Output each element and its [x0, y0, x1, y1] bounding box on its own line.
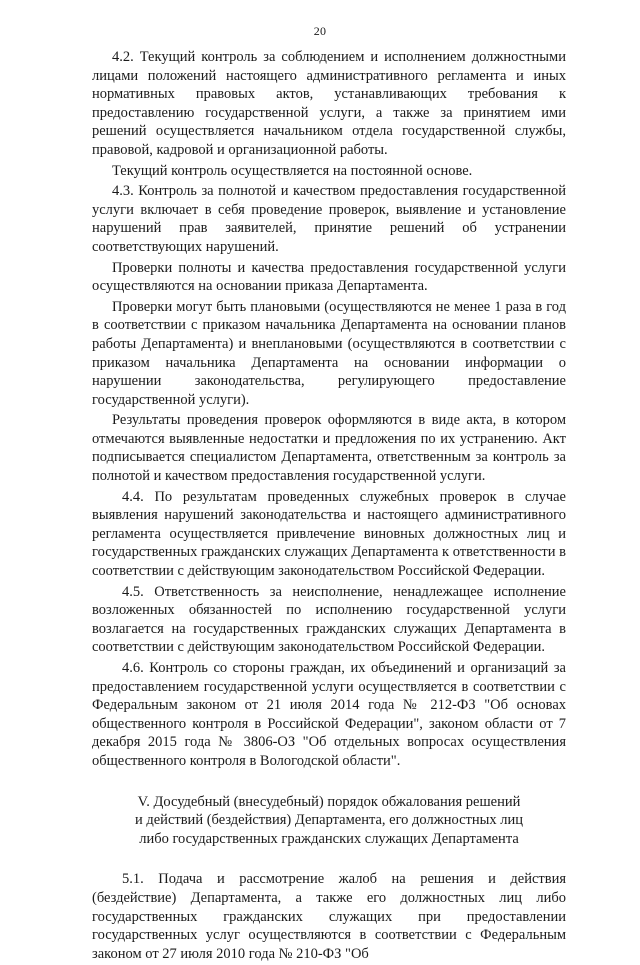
paragraph-4-5: 4.5. Ответственность за неисполнение, ненадлежащее исполнение возложенных обязанностей по исполнению государственной услуги возлагается на государственных гражданских служащих Департамента в соответствии с действующим законодательством Российской Федерации. [92, 583, 566, 656]
section-heading [92, 793, 566, 849]
section-heading-line-2: и действий (бездействия) Департамента, его должностных лиц [134, 812, 524, 829]
paragraph-4-2: 4.2. Текущий контроль за соблюдением и исполнением должностными лицами положений настоящего административного регламента и иных нормативных правовых актов, устанавливающих требования к предоставлению государственной услуги, а также за принятием ими решений осуществляется начальником отдела государственной службы, правовой, кадровой и организационной работы. [92, 49, 566, 158]
section-heading-line-1: V. Досудебный (внесудебный) порядок обжалования решений [137, 793, 521, 810]
paragraph-4-4: 4.4. По результатам проведенных служебных проверок в случае выявления нарушений законодательства и настоящего административного регламента осуществляется привлечение виновных должностных лиц и государственных гражданских служащих Департамента к ответственности в соответствии с действующим законодательством Российской Федерации. [92, 488, 566, 580]
section-heading-line-3: либо государственных гражданских служащих Департамента [139, 830, 519, 847]
page-number: 20 [313, 24, 327, 38]
paragraph-4-6: 4.6. Контроль со стороны граждан, их объединений и организаций за предоставлением государственной услуги осуществляется в соответствии с Федеральным законом от 21 июля 2014 года № 212-ФЗ "Об основах общественного контроля в Российской Федерации", законом области от 7 декабря 2015 года № 3806-ОЗ "Об отдельных вопросах осуществления общественного контроля в Вологодской области". [92, 660, 566, 769]
paragraph-5-1: 5.1. Подача и рассмотрение жалоб на решения и действия (бездействие) Департамента, а также его должностных лиц либо государственных гражданских служащих при предоставлении государственных услуг осуществляются в соответствии с Федеральным законом от 27 июля 2010 года № 210-ФЗ "Об [92, 871, 566, 962]
paragraph-checks-types: Проверки могут быть плановыми (осуществляются не менее 1 раза в год в соответствии с приказом начальника Департамента на основании планов работы Департамента) и внеплановыми (осуществляются в соответствии с приказом начальника Департамента на основании информации о нарушении законодательства, регулирующего предоставление государственной услуги). [92, 298, 566, 408]
paragraph-current-control: Текущий контроль осуществляется на постоянной основе. [112, 162, 473, 179]
paragraph-checks-results: Результаты проведения проверок оформляются в виде акта, в котором отмечаются выявленные недостатки и предложения по их устранению. Акт подписывается специалистом Департамента, ответственным за контроль за полнотой и качеством предоставления государственной услуги. [92, 412, 566, 485]
document-body [92, 48, 566, 965]
paragraph-4-3: 4.3. Контроль за полнотой и качеством предоставления государственной услуги включает в себя проведение проверок, выявление и установление нарушений прав заявителей, принятие решений об устранении соответствующих нарушений. [92, 183, 566, 255]
paragraph-checks-basis: Проверки полноты и качества предоставления государственной услуги осуществляются на основании приказа Департамента. [92, 259, 566, 295]
